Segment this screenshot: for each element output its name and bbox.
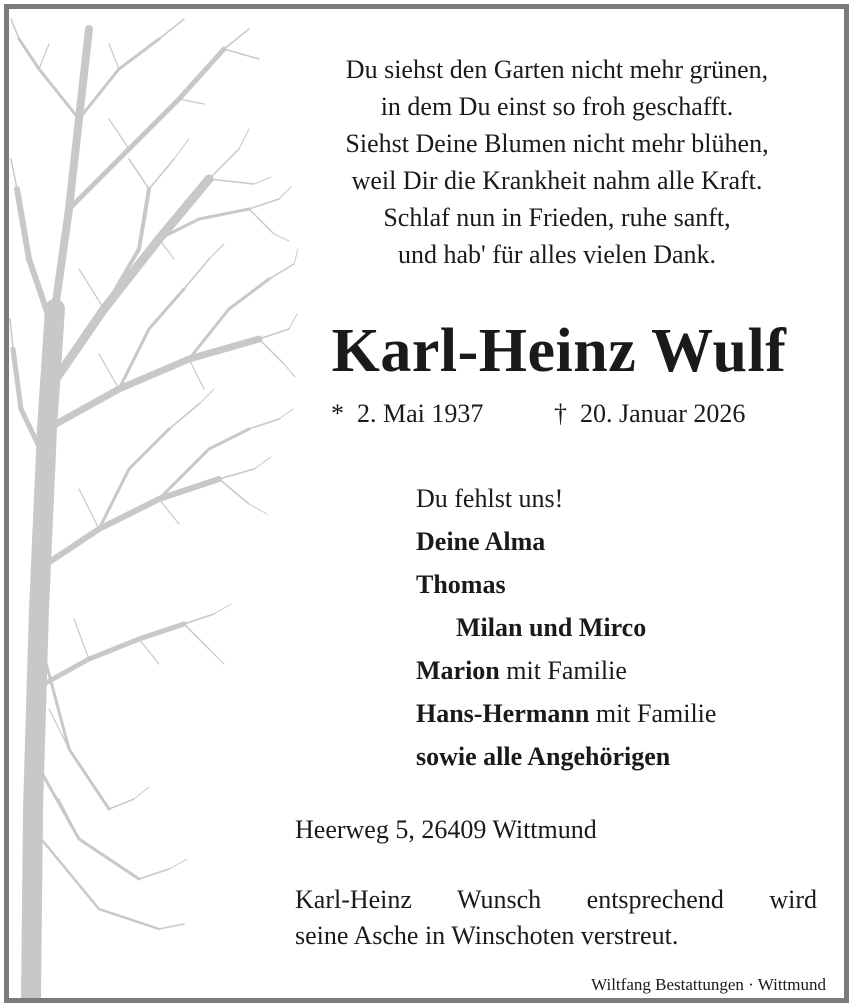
mourner: Milan und Mirco bbox=[456, 613, 647, 642]
wish-line: seine Asche in Winschoten verstreut. bbox=[295, 921, 679, 950]
poem-line: und hab' für alles vielen Dank. bbox=[397, 240, 717, 269]
mourner-suffix: mit Familie bbox=[595, 699, 717, 728]
birth-date bbox=[331, 396, 483, 432]
mourner: sowie alle Angehörigen bbox=[416, 742, 671, 771]
death-date-text: 20. Januar 2026 bbox=[580, 399, 746, 428]
birth-date-text: 2. Mai 1937 bbox=[357, 399, 484, 428]
memorial-poem bbox=[287, 51, 827, 273]
mourner-name: Marion bbox=[416, 656, 500, 685]
poem-line: Du siehst den Garten nicht mehr grünen, bbox=[345, 55, 769, 84]
birth-symbol: * bbox=[331, 399, 344, 428]
funeral-home-credit: Wiltfang Bestattungen · Wittmund bbox=[591, 975, 826, 994]
poem-line: in dem Du einst so froh geschafft. bbox=[380, 92, 734, 121]
mourners-list bbox=[416, 477, 716, 778]
mourner: Deine Alma bbox=[416, 527, 546, 556]
cross-icon: † bbox=[554, 399, 567, 428]
poem-line: Siehst Deine Blumen nicht mehr blühen, bbox=[345, 129, 769, 158]
poem-line: Schlaf nun in Frieden, ruhe sanft, bbox=[383, 203, 731, 232]
mourner bbox=[416, 649, 716, 692]
address: Heerweg 5, 26409 Wittmund bbox=[295, 815, 597, 844]
mourners-intro: Du fehlst uns! bbox=[416, 484, 564, 513]
wish-line: Karl-Heinz Wunsch entsprechend wird bbox=[295, 885, 817, 914]
deceased-name: Karl-Heinz Wulf bbox=[331, 317, 787, 385]
funeral-wish bbox=[295, 882, 817, 954]
obituary-notice bbox=[4, 4, 849, 1003]
mourner-suffix: mit Familie bbox=[506, 656, 627, 685]
mourner: Thomas bbox=[416, 570, 506, 599]
mourner-name: Hans-Hermann bbox=[416, 699, 590, 728]
mourner bbox=[416, 692, 716, 735]
death-date bbox=[554, 396, 745, 432]
bare-tree-illustration bbox=[9, 9, 299, 998]
poem-line: weil Dir die Krankheit nahm alle Kraft. bbox=[351, 166, 763, 195]
